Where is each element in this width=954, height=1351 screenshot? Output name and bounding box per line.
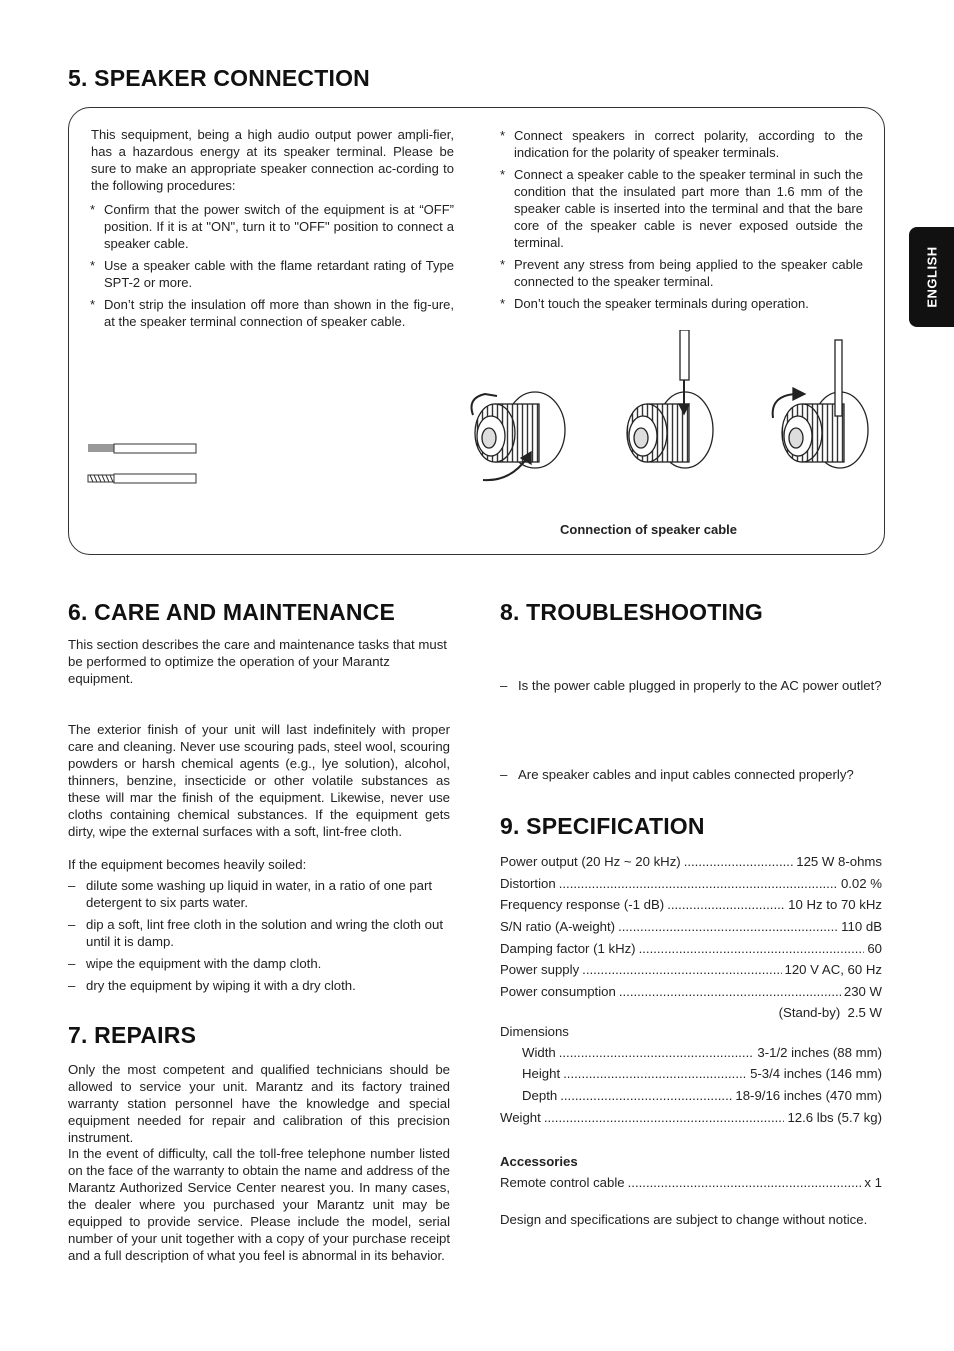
spec-value: 110 dB <box>841 919 882 934</box>
list-item: – Is the power cable plugged in properly to the AC power outlet? <box>500 677 886 694</box>
spec-label: Power output (20 Hz ~ 20 kHz) <box>500 854 681 869</box>
spec-standby: (Stand-by) 2.5 W <box>778 1005 882 1020</box>
spec-label: Width <box>522 1045 556 1060</box>
care-heavy: If the equipment becomes heavily soiled: <box>68 857 307 872</box>
spec-row <box>522 1087 882 1104</box>
spec-value: 60 <box>867 941 882 956</box>
spec-value: 0.02 % <box>840 876 882 891</box>
spec-row <box>500 940 882 957</box>
spec-value: 12.6 lbs (5.7 kg) <box>787 1110 882 1125</box>
list-item: * Connect a speaker cable to the speaker terminal in such the condition that the insulated part more than 1.6 mm of the speaker cable is inserted into the terminal and that the bare core of the speaker cable is never exposed outside the terminal. <box>500 166 863 251</box>
spec-label: Power consumption <box>500 984 616 999</box>
accessories-title: Accessories <box>500 1154 578 1169</box>
spec-label: Power supply <box>500 962 580 977</box>
speaker-left-list <box>90 201 454 335</box>
care-title: 6. CARE AND MAINTENANCE <box>68 599 396 625</box>
list-item: – Are speaker cables and input cables connected properly? <box>500 766 890 783</box>
spec-dimensions-label: Dimensions <box>500 1024 569 1039</box>
spec-value: x 1 <box>864 1175 882 1190</box>
list-item: – dip a soft, lint free cloth in the solution and wring the cloth out until it is damp. <box>68 916 450 950</box>
spec-note: Design and specifications are subject to change without notice. <box>500 1212 868 1227</box>
list-item: * Connect speakers in correct polarity, according to the indication for the polarity of speaker terminals. <box>500 127 863 161</box>
spec-label: Damping factor (1 kHz) <box>500 941 636 956</box>
repairs-title: 7. REPAIRS <box>68 1022 197 1048</box>
troubleshooting-title: 8. TROUBLESHOOTING <box>500 599 764 625</box>
care-body: The exterior finish of your unit will last indefinitely with proper care and cleaning. Never use scouring pads, steel wool, scouring powders or harsh chemical agents (e.g., lye solution), alcohol, thinners, benzine, insecticide or other volatile substances as these will mar the finish of the equipment. Likewise, never use cloths containing chemical substances. If the equipment gets dirty, wipe the external surfaces with a soft, lint-free cloth. <box>68 722 450 839</box>
spec-value: 120 V AC, 60 Hz <box>784 962 882 977</box>
trouble-q1 <box>500 677 886 699</box>
spec-row <box>522 1044 882 1061</box>
trouble-q2 <box>500 766 890 788</box>
speaker-connection-title: 5. SPEAKER CONNECTION <box>68 65 370 91</box>
list-item: * Prevent any stress from being applied to the speaker cable connected to the speaker terminal. <box>500 256 863 290</box>
spec-row <box>500 918 882 935</box>
spec-label: Distortion <box>500 876 556 891</box>
spec-label: Height <box>522 1066 561 1081</box>
figure-caption: Connection of speaker cable <box>560 522 737 537</box>
speaker-intro: This sequipment, being a high audio output power ampli-fier, has a hazardous energy at its speaker terminal. Please be sure to make an appropriate speaker connection ac-cording to the following procedures: <box>91 127 454 193</box>
spec-row <box>500 896 882 913</box>
spec-label: Frequency response (-1 dB) <box>500 897 665 912</box>
spec-row <box>500 853 882 870</box>
terminal-1 <box>472 392 566 480</box>
care-steps <box>68 877 450 999</box>
spec-row <box>522 1065 882 1082</box>
spec-row <box>500 875 882 892</box>
language-tab-label: ENGLISH <box>924 246 939 308</box>
spec-value: 125 W 8-ohms <box>796 854 882 869</box>
spec-value: 18-9/16 inches (470 mm) <box>735 1088 882 1103</box>
spec-row <box>500 983 882 1000</box>
spec-row <box>500 1109 882 1126</box>
language-tab <box>909 227 954 327</box>
list-item: – dry the equipment by wiping it with a dry cloth. <box>68 977 450 994</box>
spec-label: S/N ratio (A-weight) <box>500 919 616 934</box>
spec-value: 230 W <box>843 984 882 999</box>
care-intro: This section describes the care and maintenance tasks that must be performed to optimize the operation of your Marantz equipment. <box>68 637 447 686</box>
list-item: * Confirm that the power switch of the equipment is at “OFF” position. If it is at "ON", turn it to "OFF" position to connect a speaker cable. <box>90 201 454 252</box>
terminal-3 <box>773 340 868 468</box>
speaker-terminal-illustration <box>455 330 875 505</box>
list-item: * Don’t touch the speaker terminals during operation. <box>500 295 863 312</box>
list-item: * Don’t strip the insulation off more than shown in the fig-ure, at the speaker terminal connection of speaker cable. <box>90 296 454 330</box>
list-item: – wipe the equipment with the damp cloth. <box>68 955 450 972</box>
repairs-p2: In the event of difficulty, call the toll-free telephone number listed on the face of the warranty to obtain the name and address of the Marantz Authorized Service Center nearest you. In many cases, the dealer where you purchased your Marantz unit may be equipped to provide service. Please include the model, serial number of your unit together with a copy of your purchase receipt and a full description of what you feel is abnormal in its behavior. <box>68 1146 450 1263</box>
stripped-cable-illustration <box>86 438 201 488</box>
spec-row <box>500 1174 882 1191</box>
repairs-p1: Only the most competent and qualified technicians should be allowed to service your unit. Marantz and its factory trained warranty station personnel have the knowledge and special equipment needed for repair and calibration of this precision instrument. <box>68 1062 450 1145</box>
spec-row <box>500 961 882 978</box>
spec-label: Weight <box>500 1110 541 1125</box>
spec-value: 10 Hz to 70 kHz <box>788 897 882 912</box>
spec-value: 5-3/4 inches (146 mm) <box>750 1066 882 1081</box>
spec-value: 3-1/2 inches (88 mm) <box>757 1045 882 1060</box>
spec-label: Depth <box>522 1088 558 1103</box>
spec-label: Remote control cable <box>500 1175 625 1190</box>
speaker-right-list <box>500 127 863 317</box>
list-item: – dilute some washing up liquid in water, in a ratio of one part detergent to six parts water. <box>68 877 450 911</box>
terminal-2 <box>627 330 713 468</box>
specification-title: 9. SPECIFICATION <box>500 813 705 839</box>
list-item: * Use a speaker cable with the flame retardant rating of Type SPT-2 or more. <box>90 257 454 291</box>
